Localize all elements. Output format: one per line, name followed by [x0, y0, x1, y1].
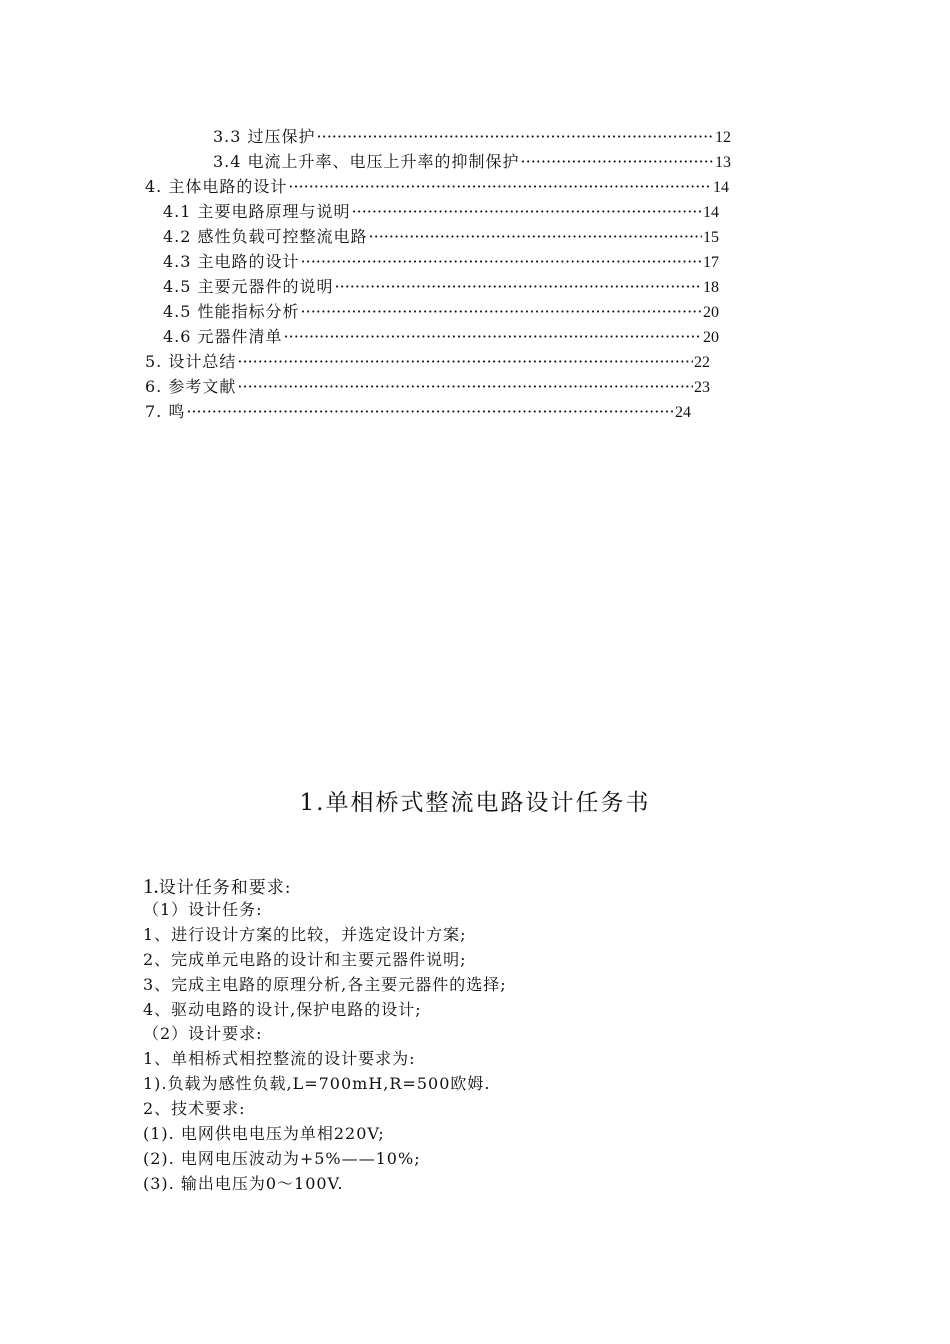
task-heading: [143, 876, 291, 898]
toc-entry-page: 20: [703, 329, 719, 346]
toc-entry-page: 13: [715, 154, 731, 171]
toc-leader-dots: [186, 402, 674, 422]
toc-entry[interactable]: [163, 252, 719, 272]
task-heading-number: 1.: [143, 874, 159, 898]
toc-entry-label: 4. 主体电路的设计: [145, 177, 288, 196]
toc-entry[interactable]: [145, 377, 710, 397]
toc-entry-page: 24: [675, 404, 691, 421]
toc-leader-dots: [521, 152, 714, 172]
toc-entry-page: 20: [703, 304, 719, 321]
spec-item: (3). 输出电压为0～100V.: [143, 1174, 344, 1193]
task-item: 2、完成单元电路的设计和主要元器件说明;: [143, 950, 467, 969]
toc-entry-page: 17: [703, 254, 719, 271]
toc-entry-label: 4.5 主要元器件的说明: [163, 277, 334, 296]
requirement-item: 2、技术要求:: [143, 1099, 246, 1118]
toc-entry-label: 4.5 性能指标分析: [163, 302, 300, 321]
spec-item: (2). 电网电压波动为+5%——10%;: [143, 1149, 421, 1168]
toc-entry-label: 4.6 元器件清单: [163, 327, 283, 346]
toc-entry-page: 14: [703, 204, 719, 221]
toc-entry[interactable]: [145, 352, 710, 372]
toc-entry-label: 7. 鸣: [145, 402, 186, 421]
toc-leader-dots: [237, 377, 693, 397]
task-heading-text: 设计任务和要求:: [158, 878, 292, 898]
toc-leader-dots: [284, 327, 702, 347]
toc-entry[interactable]: [145, 177, 729, 197]
toc-leader-dots: [369, 227, 702, 247]
requirement-detail: 1).负载为感性负载,L=700mH,R=500欧姆.: [143, 1074, 491, 1093]
toc-entry-label: 6. 参考文献: [145, 377, 237, 396]
toc-leader-dots: [288, 177, 712, 197]
toc-entry-page: 12: [715, 129, 731, 146]
subheading-design-task: （1）设计任务:: [143, 900, 263, 919]
toc-entry[interactable]: [163, 277, 719, 297]
toc-entry-page: 22: [694, 354, 710, 371]
toc-leader-dots: [301, 252, 702, 272]
toc-entry-page: 14: [713, 179, 729, 196]
toc-entry[interactable]: [163, 202, 719, 222]
toc-entry[interactable]: [163, 302, 719, 322]
section-title: 1.单相桥式整流电路设计任务书: [299, 790, 651, 816]
toc-entry-label: 5. 设计总结: [145, 352, 237, 371]
task-item: 4、驱动电路的设计,保护电路的设计;: [143, 1000, 422, 1019]
toc-entry-label: 4.2 感性负载可控整流电路: [163, 227, 368, 246]
requirement-item: 1、单相桥式相控整流的设计要求为:: [143, 1049, 416, 1068]
toc-leader-dots: [335, 277, 702, 297]
toc-leader-dots: [317, 127, 714, 147]
toc-entry-label: 3.3 过压保护: [213, 127, 316, 146]
toc-entry[interactable]: [163, 327, 719, 347]
toc-entry[interactable]: [213, 152, 731, 172]
toc-entry-label: 3.4 电流上升率、电压上升率的抑制保护: [213, 152, 520, 171]
toc-entry[interactable]: [213, 127, 731, 147]
toc-entry[interactable]: [145, 402, 691, 422]
toc-entry-label: 4.1 主要电路原理与说明: [163, 202, 351, 221]
toc-leader-dots: [301, 302, 702, 322]
toc-entry-page: 23: [694, 379, 710, 396]
task-item: 1、进行设计方案的比较，并选定设计方案;: [143, 925, 467, 944]
toc-entry-page: 15: [703, 229, 719, 246]
subheading-design-requirements: （2）设计要求:: [143, 1024, 263, 1043]
toc-entry-page: 18: [703, 279, 719, 296]
toc-entry-label: 4.3 主电路的设计: [163, 252, 300, 271]
spec-item: (1). 电网供电电压为单相220V;: [143, 1124, 385, 1143]
toc-leader-dots: [352, 202, 702, 222]
task-item: 3、完成主电路的原理分析,各主要元器件的选择;: [143, 975, 507, 994]
toc-leader-dots: [237, 352, 693, 372]
toc-entry[interactable]: [163, 227, 719, 247]
